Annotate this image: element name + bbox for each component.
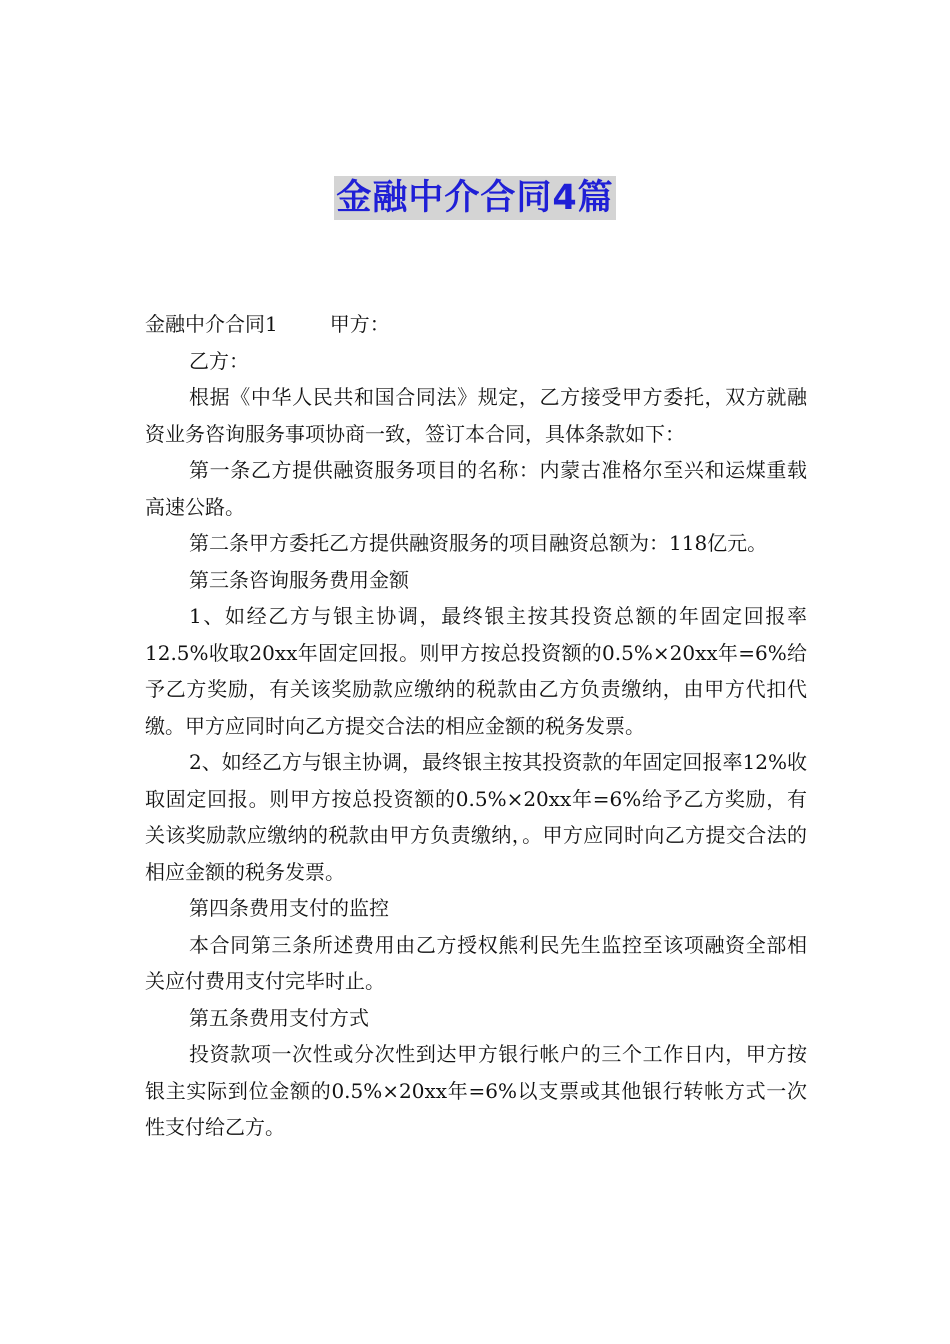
paragraph-article-3-item-1: 1、如经乙方与银主协调，最终银主按其投资总额的年固定回报率12.5%收取20xx年固定回报。则甲方按总投资额的0.5%×20xx年=6%给予乙方奖励，有关该奖励款应缴纳的税款由乙方负责缴纳，由甲方代扣代缴。甲方应同时向乙方提交合法的相应金额的税务发票。 [145, 604, 807, 738]
title-container [0, 176, 950, 220]
paragraph-article-1: 第一条乙方提供融资服务项目的名称：内蒙古准格尔至兴和运煤重载高速公路。 [145, 458, 807, 519]
paragraph-article-2: 第二条甲方委托乙方提供融资服务的项目融资总额为：118亿元。 [189, 531, 768, 555]
document-title: 金融中介合同4篇 [336, 178, 614, 218]
paragraph-article-4-heading: 第四条费用支付的监控 [189, 896, 389, 920]
party-a-label: 甲方： [329, 312, 390, 336]
contract-heading-line [145, 306, 807, 343]
paragraph-article-5-heading: 第五条费用支付方式 [189, 1005, 369, 1030]
paragraph-article-3-heading: 第三条咨询服务费用金额 [189, 567, 409, 592]
document-body [145, 306, 807, 1146]
paragraph-article-3-item-2: 2、如经乙方与银主协调，最终银主按其投资款的年固定回报率12%收取固定回报。则甲方按总投资额的0.5%×20xx年=6%给予乙方奖励，有关该奖励款应缴纳的税款由甲方负责缴纳，。甲方应同时向乙方提交合法的相应金额的税务发票。 [145, 750, 807, 884]
paragraph-preamble: 根据《中华人民共和国合同法》规定，乙方接受甲方委托，双方就融资业务咨询服务事项协商一致，签订本合同，具体条款如下： [145, 385, 807, 446]
paragraph-article-4-body: 本合同第三条所述费用由乙方授权熊利民先生监控至该项融资全部相关应付费用支付完毕时止。 [145, 932, 807, 993]
contract-heading: 金融中介合同1 [145, 312, 278, 336]
paragraph-article-5-body: 投资款项一次性或分次性到达甲方银行帐户的三个工作日内，甲方按银主实际到位金额的0.5%×20xx年=6%以支票或其他银行转帐方式一次性支付给乙方。 [145, 1042, 807, 1139]
party-b-label: 乙方： [189, 348, 249, 373]
